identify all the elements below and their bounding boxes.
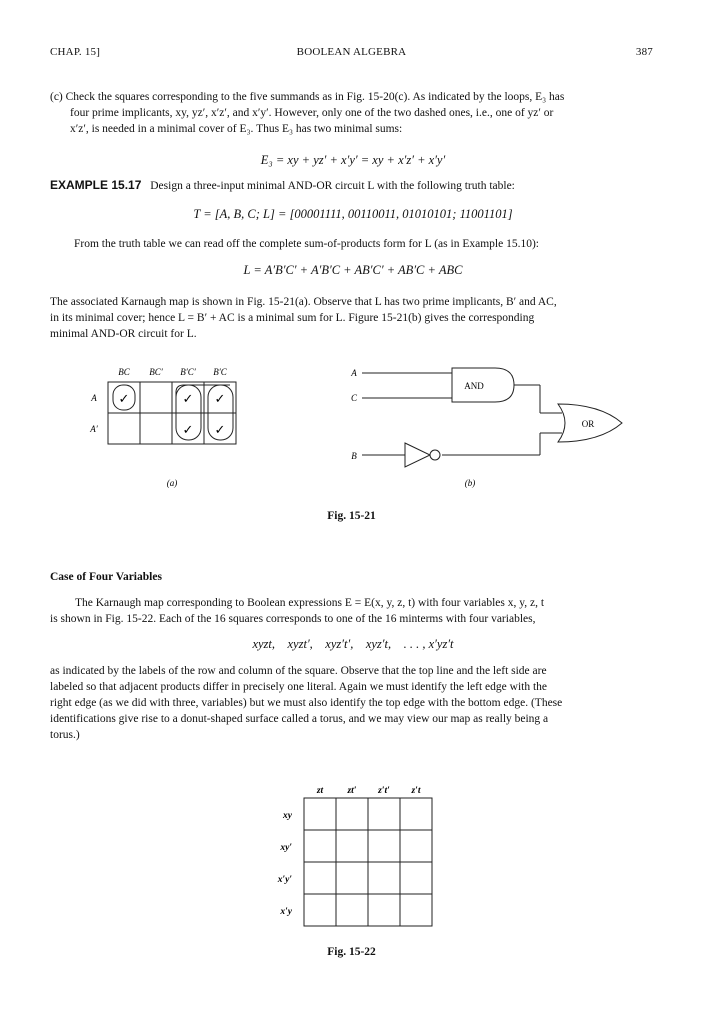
check-mark: ✓ xyxy=(118,391,130,406)
subfigure-a-label: (a) xyxy=(166,478,178,488)
part-c-line-3: x′z′, is needed in a minimal cover of E₃. Thus E₃ has two minimal sums: xyxy=(70,123,403,135)
km4-row-label: x′y′ xyxy=(277,875,292,885)
km4-col-label: zt xyxy=(316,786,324,796)
four-vars-p2-line-3: right edge (as we did with three, variables) but we must also identify the top edge with the bottom edge. (These xyxy=(50,697,563,709)
four-vars-p1-line-1: The Karnaugh map corresponding to Boolean expressions E = E(x, y, z, t) with four variables x, y, z, t xyxy=(75,597,545,609)
or-gate-label: OR xyxy=(581,419,595,429)
minterms-list: xyzt, xyzt′, xyz′t′, xyz′t, . . . , x′yz′t xyxy=(252,637,454,651)
km4-col-label: zt′ xyxy=(347,786,357,796)
input-b-label: B xyxy=(351,451,357,461)
km-row-label: A′ xyxy=(90,424,98,434)
readoff-sentence: From the truth table we can read off the complete sum-of-products form for L (as in Example 15.10): xyxy=(74,238,539,250)
four-vars-p2-line-5: torus.) xyxy=(50,729,80,741)
part-c-line-2: four prime implicants, xy, yz′, x′z′, and x′y′. However, only one of the two dashed ones, i.e., one of yz′ or xyxy=(70,107,554,119)
chapter-label: CHAP. 15] xyxy=(50,46,101,58)
km-col-label: BC xyxy=(118,367,130,377)
e3-minimal-sums-equation: E₃ = xy + yz′ + x′y′ = xy + x′z′ + x′y′ xyxy=(260,153,446,167)
fig-15-22-caption: Fig. 15-22 xyxy=(327,946,376,958)
karnaugh-map-4var xyxy=(270,780,440,935)
example-label: EXAMPLE 15.17 xyxy=(50,178,142,192)
and-gate-label: AND xyxy=(464,381,484,391)
km4-grid xyxy=(304,798,432,926)
km-col-label: BC′ xyxy=(149,367,163,377)
and-or-circuit xyxy=(340,360,640,490)
check-mark: ✓ xyxy=(214,391,226,406)
km-row-label: A xyxy=(91,393,97,403)
section-heading: Case of Four Variables xyxy=(50,571,162,583)
km-col-label: B′C′ xyxy=(180,367,196,377)
assoc-line-3: minimal AND-OR circuit for L. xyxy=(50,328,197,340)
karnaugh-map-3var xyxy=(80,360,280,490)
four-vars-p2-line-4: identifications give rise to a donut-shaped surface called a torus, and we may view our map as really being a xyxy=(50,713,549,725)
assoc-line-2: in its minimal cover; hence L = B′ + AC is a minimal sum for L. Figure 15-21(b) gives the corresponding xyxy=(50,312,535,324)
km4-row-label: x′y xyxy=(280,907,292,917)
km-col-label: B′C xyxy=(213,367,227,377)
page-number: 387 xyxy=(635,46,653,58)
part-c-line-1: (c) Check the squares corresponding to the five summands as in Fig. 15-20(c). As indicated by the loops, E₃ has xyxy=(50,91,565,103)
fig-15-21-caption: Fig. 15-21 xyxy=(327,510,376,522)
not-gate xyxy=(405,443,440,467)
truth-table-equation: T = [A, B, C; L] = [00001111, 00110011, 01010101; 11001101] xyxy=(193,207,513,221)
four-vars-p2-line-2: labeled so that adjacent products differ in precisely one literal. Again we must identify the left edge with the xyxy=(50,681,548,693)
km4-col-label: z′t xyxy=(411,786,421,796)
sop-equation: L = A′B′C′ + A′B′C + AB′C′ + AB′C + ABC xyxy=(243,263,463,277)
check-mark: ✓ xyxy=(182,391,194,406)
assoc-line-1: The associated Karnaugh map is shown in Fig. 15-21(a). Observe that L has two prime implicants, B′ and AC, xyxy=(50,296,557,308)
running-title: BOOLEAN ALGEBRA xyxy=(296,46,407,58)
check-mark: ✓ xyxy=(214,422,226,437)
input-c-label: C xyxy=(350,393,358,403)
input-a-label: A xyxy=(351,368,357,378)
four-vars-p2-line-1: as indicated by the labels of the row and column of the square. Observe that the top line and the left side are xyxy=(50,665,547,677)
subfigure-b-label: (b) xyxy=(464,478,476,488)
km4-row-label: xy xyxy=(283,811,292,821)
km4-col-label: z′t′ xyxy=(378,786,390,796)
four-vars-p1-line-2: is shown in Fig. 15-22. Each of the 16 squares corresponds to one of the 16 minterms with four variables, xyxy=(50,613,536,625)
example-15-17 xyxy=(50,178,656,192)
example-text: Design a three-input minimal AND-OR circuit L with the following truth table: xyxy=(150,180,515,192)
check-mark: ✓ xyxy=(182,422,194,437)
km4-row-label: xy′ xyxy=(280,843,292,853)
